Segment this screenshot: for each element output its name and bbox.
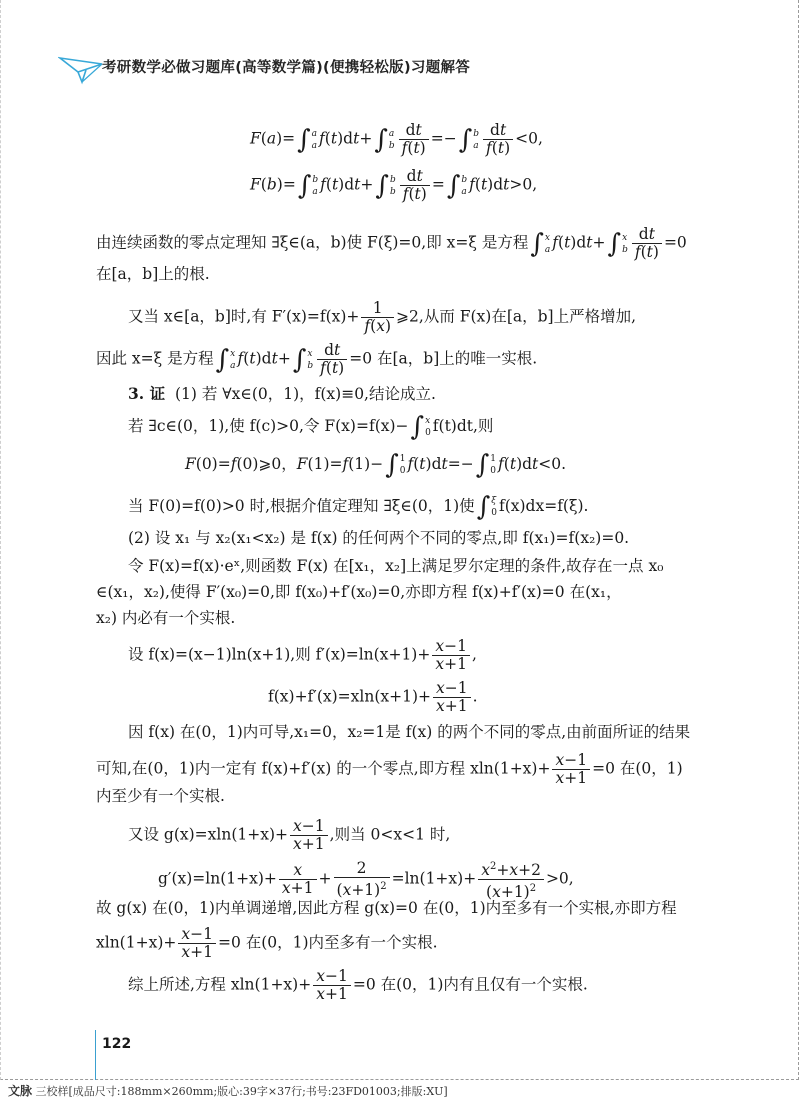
footer-text: 三校样[成品尺寸:188mm×260mm;版心:39字×37行;书号:23FD01003;排版:XU] (35, 1085, 448, 1098)
text-line: 又设 g(x)=xln(1+x)+ $\frac{x-1}{x+1}$ ,则当 0<x<1 时, (128, 817, 451, 853)
text-line: (2) 设 x₁ 与 x₂(x₁<x₂) 是 f(x) 的任何两个不同的零点,即 f(x₁)=f(x₂)=0. (128, 529, 630, 547)
print-footer (8, 1082, 448, 1099)
text-line: 在[a，b]上的根. (96, 265, 210, 283)
formula-f01: F(0)=f(0)⩾0，F(1)=f(1)−∫ 1 0 f(t)dt=−∫ 1 0 f(t)dt<0. (185, 450, 567, 480)
text-line: 令 F(x)=f(x)·eˣ,则函数 F(x) 在[x₁，x₂]上满足罗尔定理的条件,故存在一点 x₀ (128, 557, 664, 575)
formula-fa: F(a)=∫ a a f(t)dt+∫ a b $\frac{dt}{f(t)}$ =−∫ b a $\frac{dt}{f(t)}$ <0, (250, 121, 543, 157)
text-line: 当 F(0)=f(0)>0 时,根据介值定理知 ∃ξ∈(0，1)使∫ ξ 0 f(x)dx=f(ξ). (128, 492, 589, 522)
formula-fb: F(b)=∫ b a f(t)dt+∫ b b $\frac{dt}{f(t)}$ =∫ b a f(t)dt>0, (250, 167, 538, 203)
page-number-rule (95, 1030, 96, 1080)
page-header (58, 50, 758, 90)
text-line: 因此 x=ξ 是方程∫ x a f(t)dt+∫ x b $\frac{dt}{f(t)}$ =0 在[a，b]上的唯一实根. (96, 341, 538, 377)
text-line: ∈(x₁，x₂),使得 F′(x₀)=0,即 f(x₀)+f′(x₀)=0,亦即方程 f(x)+f′(x)=0 在(x₁， (96, 583, 622, 601)
formula-line: f(x)+f′(x)=xln(x+1)+ $\frac{x-1}{x+1}$ . (268, 679, 478, 715)
text-line: 因 f(x) 在(0，1)内可导,x₁=0，x₂=1是 f(x) 的两个不同的零点,由前面所证的结果 (128, 723, 691, 741)
header-title: 考研数学必做习题库(高等数学篇)(便携轻松版)习题解答 (102, 60, 471, 76)
text-line: 故 g(x) 在(0，1)内单调递增,因此方程 g(x)=0 在(0，1)内至多有一个实根,亦即方程 (96, 899, 677, 917)
text-line: 可知,在(0，1)内一定有 f(x)+f′(x) 的一个零点,即方程 xln(1+x)+ $\frac{x-1}{x+1}$ =0 在(0，1) (96, 751, 683, 787)
footer-brand: 文脉 (8, 1084, 33, 1098)
text-line: 综上所述,方程 xln(1+x)+ $\frac{x-1}{x+1}$ =0 在(0，1)内有且仅有一个实根. (128, 967, 588, 1003)
text-line: 若 ∃c∈(0，1),使 f(c)>0,令 F(x)=f(x)−∫ x 0 f(t)dt,则 (128, 412, 494, 442)
page-number: 122 (102, 1036, 132, 1052)
text-line: xln(1+x)+ $\frac{x-1}{x+1}$ =0 在(0，1)内至多有一个实根. (96, 925, 438, 961)
formula-line: g′(x)=ln(1+x)+ $\frac{x}{x+1}$ + $\frac{2}{(x+1)^2}$ =ln(1+x)+ $\frac{x^2+x+2}{(x+1)^2}$ >0, (158, 859, 574, 902)
text-line: x₂) 内必有一个实根. (96, 609, 236, 627)
section-3: 3. 证 (1) 若 ∀x∈(0，1)，f(x)≡0,结论成立. (128, 384, 436, 403)
text-line: 设 f(x)=(x−1)ln(x+1),则 f′(x)=ln(x+1)+ $\frac{x-1}{x+1}$ , (128, 637, 477, 673)
text-line: 又当 x∈[a，b]时,有 F′(x)=f(x)+ $\frac{1}{f(x)}$ ⩾2,从而 F(x)在[a，b]上严格增加, (128, 299, 637, 335)
text-line: 由连续函数的零点定理知 ∃ξ∈(a，b)使 F(ξ)=0,即 x=ξ 是方程∫ x a f(t)dt+∫ x b $\frac{dt}{f(t)}$ =0 (96, 225, 687, 261)
text-line: 内至少有一个实根. (96, 787, 225, 805)
paper-plane-icon (58, 50, 106, 86)
